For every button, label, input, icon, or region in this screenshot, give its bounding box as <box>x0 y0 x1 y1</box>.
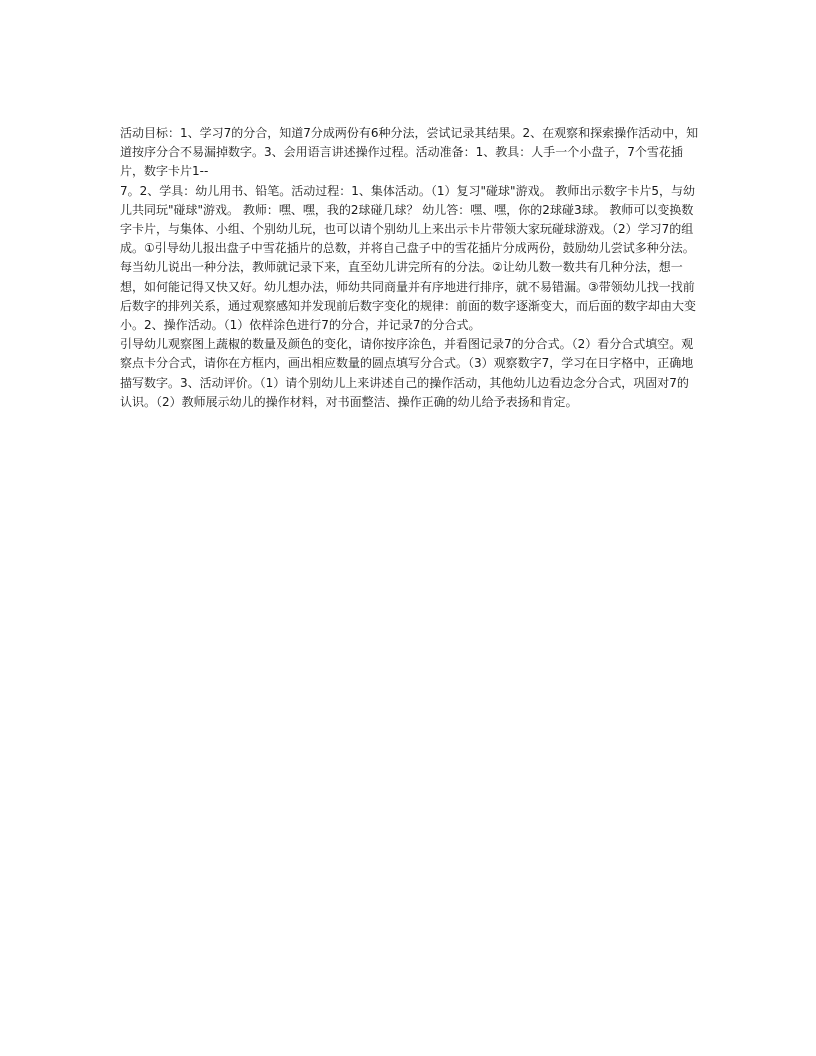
lesson-plan-text <box>120 124 700 412</box>
paragraph-activity-process: 7。2、学具：幼儿用书、铅笔。活动过程：1、集体活动。（1）复习"碰球"游戏。 教师出示数字卡片5，与幼儿共同玩"碰球"游戏。 教师：嘿、嘿，我的2球碰几球？ 幼儿答：嘿、嘿，你的2球碰3球。 教师可以变换数字卡片，与集体、小组、个别幼儿玩，也可以请个别幼儿上来出示卡片带领大家玩碰球游戏。（2）学习7的组成。①引导幼儿报出盘子中雪花插片的总数，并将自己盘子中的雪花插片分成两份，鼓励幼儿尝试多种分法。每当幼儿说出一种分法，教师就记录下来，直至幼儿讲完所有的分法。②让幼儿数一数共有几种分法，想一想，如何能记得又快又好。幼儿想办法，师幼共同商量并有序地进行排序，就不易错漏。③带领幼儿找一找前后数字的排列关系，通过观察感知并发现前后数字变化的规律：前面的数字逐渐变大，而后面的数字却由大变小。2、操作活动。（1）依样涂色进行7的分合，并记录7的分合式。 <box>120 183 697 333</box>
paragraph-goals-preparation: 活动目标：1、学习7的分合，知道7分成两份有6种分法，尝试记录其结果。2、在观察和探索操作活动中，知道按序分合不易漏掉数字。3、会用语言讲述操作过程。活动准备：1、教具：人手一个小盘子，7个雪花插片，数字卡片1-- <box>120 126 699 179</box>
paragraph-operation-evaluation: 引导幼儿观察图上蔬椒的数量及颜色的变化，请你按序涂色，并看图记录7的分合式。（2）看分合式填空。观察点卡分合式，请你在方框内，画出相应数量的圆点填写分合式。（3）观察数字7，学习在日字格中，正确地描写数字。3、活动评价。（1）请个别幼儿上来讲述自己的操作活动，其他幼儿边看边念分合式，巩固对7的认识。（2）教师展示幼儿的操作材料，对书面整洁、操作正确的幼儿给予表扬和肯定。 <box>120 337 694 409</box>
